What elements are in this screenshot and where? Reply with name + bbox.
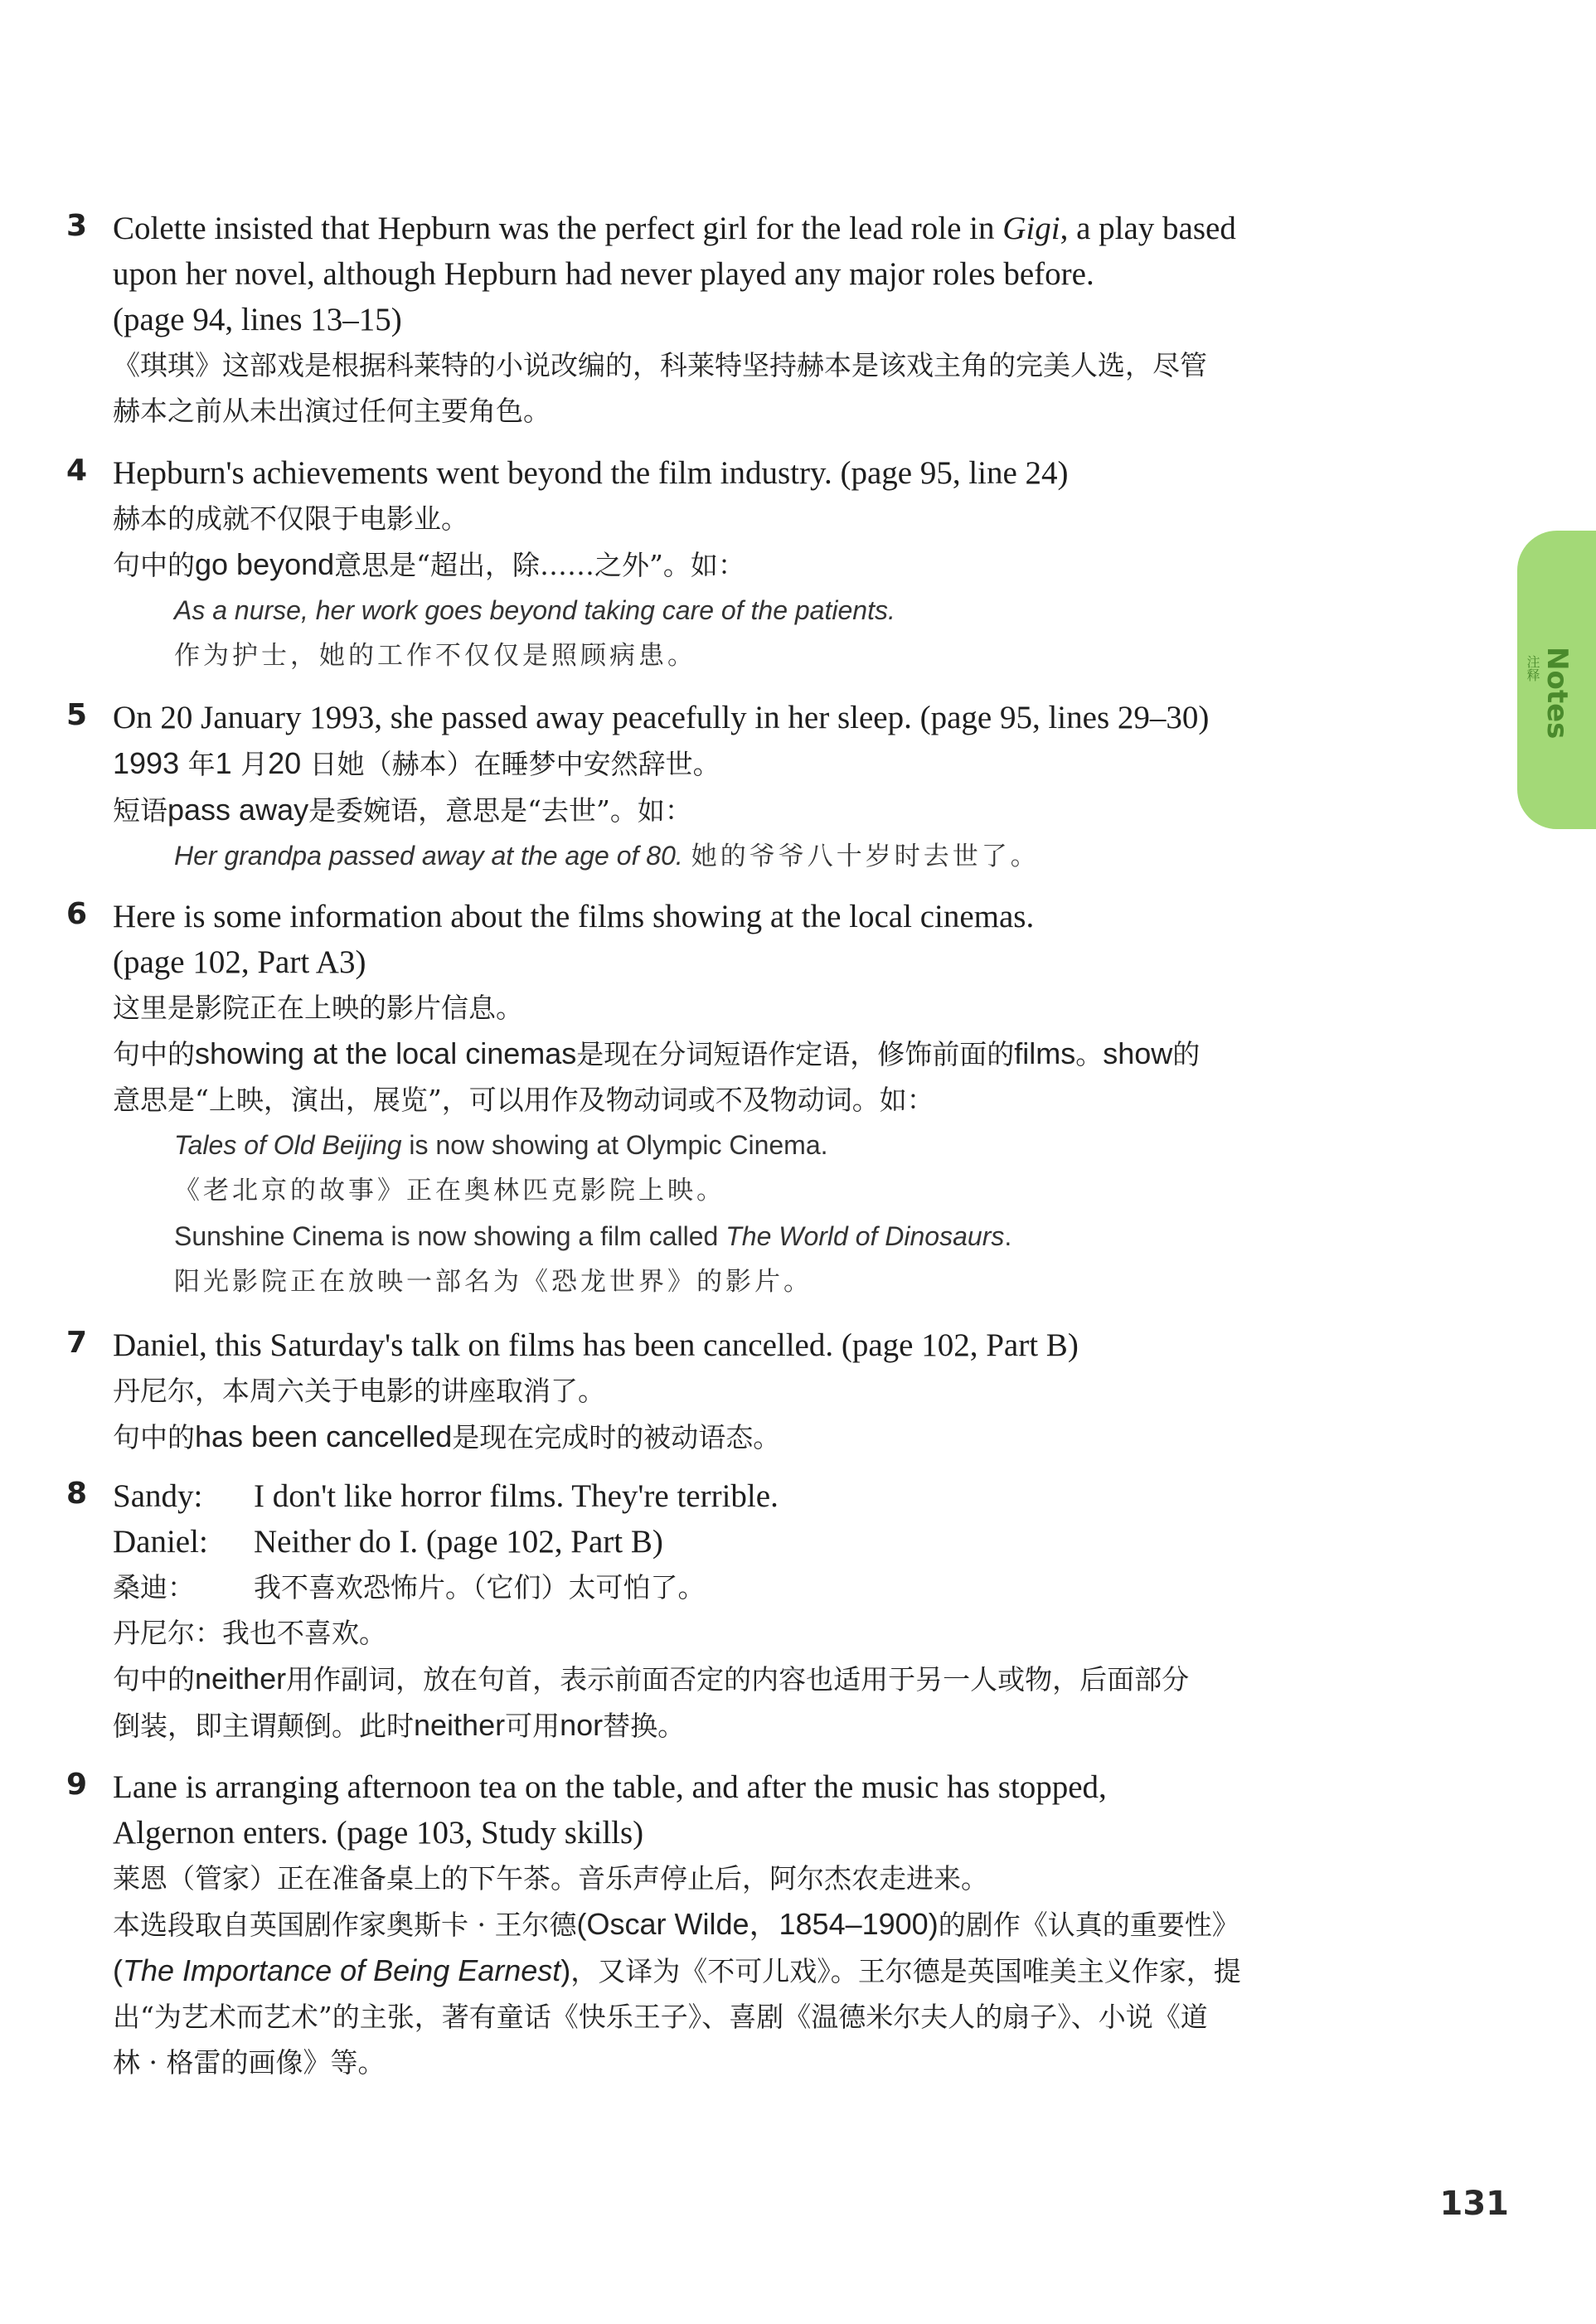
note-page-reference: (page 102, Part A3) — [113, 944, 366, 980]
note-number: 5 — [66, 698, 88, 732]
note-number: 9 — [66, 1768, 88, 1802]
example-chinese: 作为护士，她的工作不仅仅是照顾病患。 — [174, 641, 696, 671]
note-explanation-cont: (The Importance of Being Earnest)，又译为《不可儿戏》。王尔德是英国唯美主义作家，提 — [113, 1953, 1241, 1987]
note-explanation-cont: 意思是“上映，演出，展览”，可以用作及物动词或不及物动词。如： — [113, 1084, 934, 1116]
notes-section-tab — [1517, 531, 1596, 829]
page-number: 131 — [1439, 2185, 1509, 2223]
dialogue-line: Daniel: Neither do I. (page 102, Part B) — [113, 1519, 1509, 1565]
note-english-sentence: Colette insisted that Hepburn was the perfect girl for the lead role in Gigi, a play based — [113, 211, 1236, 246]
note-8 — [66, 1473, 1509, 1749]
note-explanation: 句中的neither用作副词，放在句首，表示前面否定的内容也适用于另一人或物，后面部分 — [113, 1662, 1190, 1696]
note-english-sentence: Here is some information about the films showing at the local cinemas. — [113, 899, 1035, 934]
note-chinese-translation-cont: 赫本之前从未出演过任何主要角色。 — [113, 395, 551, 427]
note-english-sentence: On 20 January 1993, she passed away peacefully in her sleep. (page 95, lines 29–30) — [113, 700, 1210, 735]
note-english-sentence: Hepburn's achievements went beyond the film industry. (page 95, line 24) — [113, 455, 1069, 491]
note-english-sentence-cont: Algernon enters. (page 103, Study skills) — [113, 1815, 644, 1851]
note-number: 8 — [66, 1477, 88, 1511]
note-english-sentence: Lane is arranging afternoon tea on the table, and after the music has stopped, — [113, 1769, 1107, 1805]
example-english: Tales of Old Beijing is now showing at Olympic Cinema. — [174, 1130, 828, 1160]
dialogue-line: Sandy: I don't like horror films. They're terrible. — [113, 1473, 1509, 1519]
note-chinese-translation: 丹尼尔，本周六关于电影的讲座取消了。 — [113, 1375, 605, 1407]
note-chinese-translation: 《琪琪》这部戏是根据科莱特的小说改编的，科莱特坚持赫本是该戏主角的完美人选，尽管 — [113, 349, 1207, 381]
note-english-sentence: Daniel, this Saturday's talk on films has been cancelled. (page 102, Part B) — [113, 1327, 1079, 1363]
example-english: Her grandpa passed away at the age of 80. 她的爷爷八十岁时去世了。 — [174, 841, 1040, 871]
note-explanation: 句中的go beyond意思是“超出，除……之外”。如： — [113, 547, 745, 581]
note-english-sentence-cont: upon her novel, although Hepburn had never played any major roles before. — [113, 256, 1094, 292]
example-english: Sunshine Cinema is now showing a film called The World of Dinosaurs. — [174, 1221, 1012, 1251]
example-chinese: 《老北京的故事》正在奥林匹克影院上映。 — [174, 1176, 725, 1206]
note-number: 3 — [66, 209, 88, 243]
notes-tab-label-zh: 注释 — [1525, 655, 1540, 682]
note-explanation: 句中的has been cancelled是现在完成时的被动语态。 — [113, 1419, 781, 1453]
note-number: 4 — [66, 454, 88, 488]
note-explanation: 本选段取自英国剧作家奥斯卡 · 王尔德(Oscar Wilde，1854–1900)的剧作《认真的重要性》 — [113, 1907, 1239, 1941]
note-explanation-cont: 倒装，即主谓颠倒。此时neither可用nor替换。 — [113, 1708, 686, 1742]
example-english: As a nurse, her work goes beyond taking care of the patients. — [174, 595, 895, 625]
note-explanation: 短语pass away是委婉语，意思是“去世”。如： — [113, 793, 692, 827]
dialogue-speaker: 桑迪： — [113, 1571, 195, 1604]
note-3 — [66, 206, 1509, 434]
note-number: 7 — [66, 1326, 88, 1360]
dialogue-speaker: Sandy: — [113, 1478, 203, 1514]
note-page-reference: (page 94, lines 13–15) — [113, 302, 402, 337]
note-chinese-translation: 1993 年1 月20 日她（赫本）在睡梦中安然辞世。 — [113, 746, 720, 780]
note-7 — [66, 1322, 1509, 1460]
note-explanation: 句中的showing at the local cinemas是现在分词短语作定语，修饰前面的films。show的 — [113, 1036, 1201, 1070]
dialogue-speaker: Daniel: — [113, 1524, 208, 1560]
note-explanation-cont: 出“为艺术而艺术”的主张，著有童话《快乐王子》、喜剧《温德米尔夫人的扇子》、小说《道 — [113, 2001, 1208, 2033]
note-chinese-translation: 莱恩（管家）正在准备桌上的下午茶。音乐声停止后，阿尔杰农走进来。 — [113, 1862, 988, 1895]
dialogue-translation: 丹尼尔：我也不喜欢。 — [113, 1617, 386, 1649]
note-6 — [66, 894, 1509, 1305]
example-chinese: 她的爷爷八十岁时去世了。 — [691, 842, 1040, 871]
note-chinese-translation: 这里是影院正在上映的影片信息。 — [113, 992, 523, 1024]
dialogue-translation: 桑迪： 我不喜欢恐怖片。（它们）太可怕了。 — [113, 1565, 1509, 1610]
notes-tab-label: Notes — [1540, 647, 1574, 740]
note-chinese-translation: 赫本的成就不仅限于电影业。 — [113, 502, 468, 535]
example-chinese: 阳光影院正在放映一部名为《恐龙世界》的影片。 — [174, 1267, 813, 1297]
note-explanation-cont: 林 · 格雷的画像》等。 — [113, 2046, 386, 2079]
note-9 — [66, 1764, 1509, 2085]
note-5 — [66, 695, 1509, 880]
note-number: 6 — [66, 897, 88, 931]
note-4 — [66, 450, 1509, 679]
